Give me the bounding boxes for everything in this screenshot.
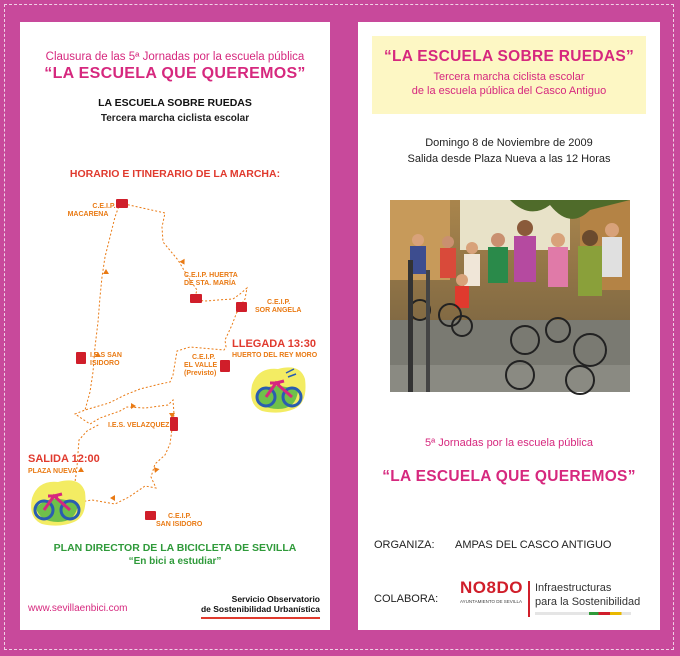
bicycle-illustration-arrival [251, 367, 305, 412]
infra-line1: Infraestructuras [535, 582, 612, 594]
stop-label-el-valle: C.E.I.P. EL VALLE (Previsto) [184, 354, 218, 377]
route-arrows [78, 259, 242, 501]
stop-label-sor-angela: C.E.I.P. SOR ANGELA [255, 299, 302, 314]
footer-line2: de Sostenibilidad Urbanística [200, 604, 320, 614]
route-map [20, 182, 330, 528]
stop-marker-macarena [116, 199, 128, 208]
cyclists-photo [390, 200, 630, 392]
date-line: Domingo 8 de Noviembre de 2009 [425, 137, 593, 149]
jornadas-line: 5ª Jornadas por la escuela pública [425, 437, 593, 449]
stop-label-ceip-san-isidoro: C.E.I.P. SAN ISIDORO [156, 513, 203, 528]
banner-line2: de la escuela pública del Casco Antiguo [411, 85, 607, 97]
stop-marker-huerta [190, 294, 202, 303]
stop-label-macarena: C.E.I.P. MACARENA [67, 203, 116, 218]
bollard [408, 260, 413, 392]
banner-line1: Tercera marcha ciclista escolar [433, 71, 585, 83]
stop-marker-sor-angela [236, 302, 247, 312]
bollard [426, 270, 430, 392]
plan-title: PLAN DIRECTOR DE LA BICICLETA DE SEVILLA [53, 542, 297, 554]
departure-place: PLAZA NUEVA [28, 468, 77, 475]
left-header-title: “LA ESCUELA QUE QUEREMOS” [44, 65, 306, 82]
stop-label-huerta: C.E.I.P. HUERTA DE STA. MARÍA [184, 272, 238, 287]
footer-org [201, 594, 320, 619]
left-subtitle: LA ESCUELA SOBRE RUEDAS [98, 97, 252, 109]
stop-label-velazquez: I.E.S. VELAZQUEZ [108, 422, 170, 429]
organiza-value: AMPAS DEL CASCO ANTIGUO [455, 539, 612, 551]
infra-color-bar [535, 612, 631, 615]
bicycle-illustration-departure [31, 480, 85, 525]
nodo-logo-text: NO8DO [460, 578, 523, 597]
nodo-logo [460, 578, 523, 604]
left-header-line: Clausura de las 5ª Jornadas por la escuela pública [45, 51, 305, 63]
itinerary-heading: HORARIO E ITINERARIO DE LA MARCHA: [69, 168, 281, 180]
departure-time: SALIDA 12:00 [28, 453, 100, 465]
departure-line: Salida desde Plaza Nueva a las 12 Horas [407, 153, 611, 165]
main-title: “LA ESCUELA QUE QUEREMOS” [382, 468, 636, 485]
left-panel [20, 22, 330, 630]
nodo-logo-city: AYUNTAMIENTO DE SEVILLA [460, 599, 523, 604]
stop-marker-velazquez [170, 417, 178, 431]
organiza-label: ORGANIZA: [374, 539, 435, 551]
footer-line1: Servicio Observatorio [231, 594, 320, 604]
plan-slogan: “En bici a estudiar” [128, 556, 222, 567]
infra-line2: para la Sostenibilidad [535, 596, 641, 608]
stop-marker-ceip-san-isidoro [145, 511, 156, 520]
route-path-north [85, 203, 120, 410]
stop-marker-el-valle [220, 360, 230, 372]
website-link[interactable]: www.sevillaenbici.com [28, 603, 128, 614]
infra-logo [535, 581, 640, 615]
logo-divider [528, 581, 530, 617]
footer-rule [201, 617, 320, 619]
cyclists-photo-art [390, 200, 630, 392]
banner-title: “LA ESCUELA SOBRE RUEDAS” [383, 48, 635, 65]
arrival-time: LLEGADA 13:30 [232, 338, 316, 350]
colabora-label: COLABORA: [374, 593, 439, 605]
arrival-place: HUERTO DEL REY MORO [232, 352, 318, 359]
right-panel [358, 22, 660, 630]
left-subtitle2: Tercera marcha ciclista escolar [100, 113, 250, 124]
stop-marker-ies-san-isidoro [76, 352, 86, 364]
stop-label-ies-san-isidoro: I.E.S SAN ISIDORO [90, 352, 122, 367]
